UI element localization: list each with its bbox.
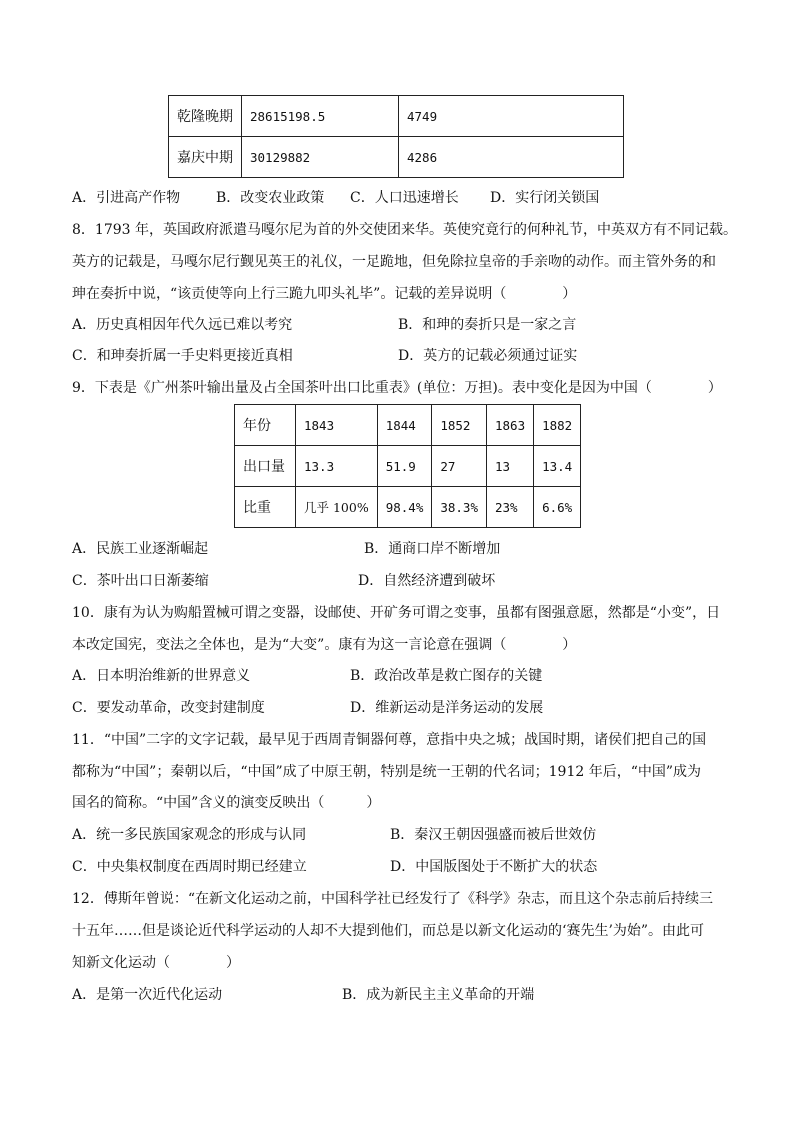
table-cell: 1843 xyxy=(296,405,378,446)
option-c[interactable]: C．要发动革命，改变封建制度 xyxy=(72,700,265,716)
question-11-line: 都称为“中国”；秦朝以后，“中国”成了中原王朝，特别是统一王朝的代名词；1912 年后，“中国”成为 xyxy=(72,764,702,780)
question-10-line: 10．康有为认为购船置械可谓之变器，设邮使、开矿务可谓之变事，虽都有图强意愿，然都是“小变”，日 xyxy=(72,605,721,621)
option-d[interactable]: D．实行闭关锁国 xyxy=(490,190,600,206)
table-row xyxy=(235,405,581,446)
question-9-stem: 9．下表是《广州茶叶输出量及占全国茶叶出口比重表》(单位：万担)。表中变化是因为中国（ ） xyxy=(72,380,722,396)
option-c[interactable]: C．人口迅速增长 xyxy=(350,190,459,206)
option-b[interactable]: B．改变农业政策 xyxy=(216,190,325,206)
option-d[interactable]: D．中国版图处于不断扩大的状态 xyxy=(390,859,598,875)
table-cell: 6.6% xyxy=(534,487,581,528)
question-8-line: 珅在奏折中说，“该贡使等向上行三跪九叩头礼毕”。记载的差异说明（ ） xyxy=(72,286,577,302)
option-a[interactable]: A．历史真相因年代久远已难以考究 xyxy=(72,317,293,333)
option-a[interactable]: A．引进高产作物 xyxy=(72,190,181,206)
question-11-line: 11．“中国”二字的文字记载，最早见于西周青铜器何尊，意指中央之城；战国时期，诸侯们把自己的国 xyxy=(72,732,707,748)
table-cell: 出口量 xyxy=(235,446,296,487)
option-b[interactable]: B．和珅的奏折只是一家之言 xyxy=(398,317,577,333)
question-11-line: 国名的简称。“中国”含义的演变反映出（ ） xyxy=(72,795,381,811)
table-cell: 4286 xyxy=(399,137,624,178)
table-cell: 1863 xyxy=(487,405,534,446)
table-cell: 38.3% xyxy=(432,487,487,528)
option-c[interactable]: C．中央集权制度在西周时期已经建立 xyxy=(72,859,307,875)
question-12-line: 十五年……但是谈论近代科学运动的人却不大提到他们，而总是以新文化运动的‘赛先生’为始”。由此可 xyxy=(72,923,705,939)
table-row xyxy=(235,446,581,487)
table-cell: 年份 xyxy=(235,405,296,446)
table-row xyxy=(169,96,624,137)
option-d[interactable]: D．维新运动是洋务运动的发展 xyxy=(350,700,544,716)
option-b[interactable]: B．成为新民主主义革命的开端 xyxy=(342,987,535,1003)
option-d[interactable]: D．英方的记载必须通过证实 xyxy=(398,348,578,364)
table-cell: 嘉庆中期 xyxy=(169,137,242,178)
option-c[interactable]: C．和珅奏折属一手史料更接近真相 xyxy=(72,348,293,364)
question-12-line: 知新文化运动（ ） xyxy=(72,955,240,971)
population-table xyxy=(168,95,624,178)
option-b[interactable]: B．秦汉王朝因强盛而被后世效仿 xyxy=(390,827,597,843)
option-a[interactable]: A．是第一次近代化运动 xyxy=(72,987,223,1003)
table-cell: 51.9 xyxy=(377,446,432,487)
table-cell: 23% xyxy=(487,487,534,528)
option-c[interactable]: C．茶叶出口日渐萎缩 xyxy=(72,573,209,589)
option-d[interactable]: D．自然经济遭到破坏 xyxy=(358,573,496,589)
table-cell: 13.3 xyxy=(296,446,378,487)
table-cell: 比重 xyxy=(235,487,296,528)
table-cell: 1844 xyxy=(377,405,432,446)
option-a[interactable]: A．民族工业逐渐崛起 xyxy=(72,541,209,557)
table-cell: 1882 xyxy=(534,405,581,446)
option-a[interactable]: A．统一多民族国家观念的形成与认同 xyxy=(72,827,307,843)
table-cell: 4749 xyxy=(399,96,624,137)
option-b[interactable]: B．通商口岸不断增加 xyxy=(364,541,501,557)
table-cell: 1852 xyxy=(432,405,487,446)
question-8-line: 英方的记载是，马嘎尔尼行觐见英王的礼仪，一足跪地，但免除拉皇帝的手亲吻的动作。而主管外务的和 xyxy=(72,254,716,270)
option-a[interactable]: A．日本明治维新的世界意义 xyxy=(72,668,251,684)
table-cell: 27 xyxy=(432,446,487,487)
table-row xyxy=(169,137,624,178)
table-cell: 几乎 100% xyxy=(296,487,378,528)
table-cell: 13 xyxy=(487,446,534,487)
table-cell: 28615198.5 xyxy=(242,96,399,137)
question-12-line: 12．傅斯年曾说：“在新文化运动之前，中国科学社已经发行了《科学》杂志，而且这个杂志前后持续三 xyxy=(72,891,713,907)
question-8-line: 8．1793 年，英国政府派遣马嘎尔尼为首的外交使团来华。英使究竟行的何种礼节，中英双方有不同记载。 xyxy=(72,222,737,238)
table-cell: 30129882 xyxy=(242,137,399,178)
table-cell: 13.4 xyxy=(534,446,581,487)
table-cell: 98.4% xyxy=(377,487,432,528)
tea-export-table xyxy=(234,404,581,528)
question-10-line: 本改定国宪，变法之全体也，是为“大变”。康有为这一言论意在强调（ ） xyxy=(72,637,577,653)
table-cell: 乾隆晚期 xyxy=(169,96,242,137)
table-row xyxy=(235,487,581,528)
option-b[interactable]: B．政治改革是救亡图存的关键 xyxy=(350,668,543,684)
